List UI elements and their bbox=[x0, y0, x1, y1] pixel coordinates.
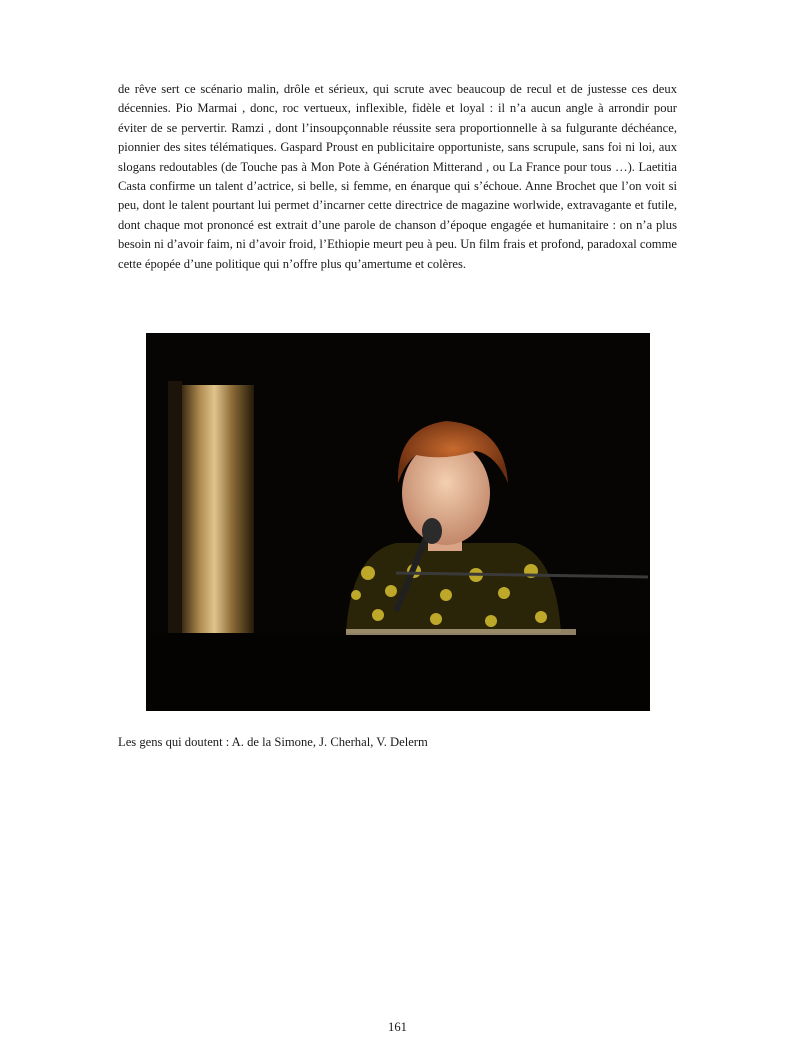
figure-caption: Les gens qui doutent : A. de la Simone, J. Cherhal, V. Delerm bbox=[118, 735, 428, 749]
concert-photo bbox=[146, 333, 650, 711]
photo-illustration bbox=[146, 333, 650, 711]
piano bbox=[146, 633, 650, 711]
page-number: 161 bbox=[388, 1020, 407, 1034]
brass-pillar bbox=[182, 385, 254, 665]
body-paragraph: de rêve sert ce scénario malin, drôle et sérieux, qui scrute avec beaucoup de recul et de justesse ces deux décennies. Pio Marmai , donc, roc vertueux, inflexible, fidèle et loyal : il n’a aucun angle à arrondir pour éviter de se pervertir. Ramzi , dont l’insoupçonnable réussite sera proportionnelle à sa fulgurante déchéance, pionnier des sites télématiques. Gaspard Proust en publicitaire opportuniste, sans scrupule, sans foi ni loi, aux slogans redoutables (de Touche pas à Mon Pote à Génération Mitterand , ou La France pour tous …). Laetitia Casta confirme un talent d’actrice, si belle, si femme, en énarque qui s’échoue. Anne Brochet que l’on voit si peu, dont le talent pourtant lui permet d’incarner cette directrice de magazine worlwide, extravagante et futile, dont chaque mot prononcé est extrait d’une parole de chanson d’époque engagée et humanitaire : on n’a plus besoin ni d’avoir faim, ni d’avoir froid, l’Ethiopie meurt peu à peu. Un film frais et profond, paradoxal comme cette épopée d’une politique qui n’offre plus qu’amertume et colères. bbox=[118, 82, 677, 271]
microphone bbox=[422, 518, 442, 544]
